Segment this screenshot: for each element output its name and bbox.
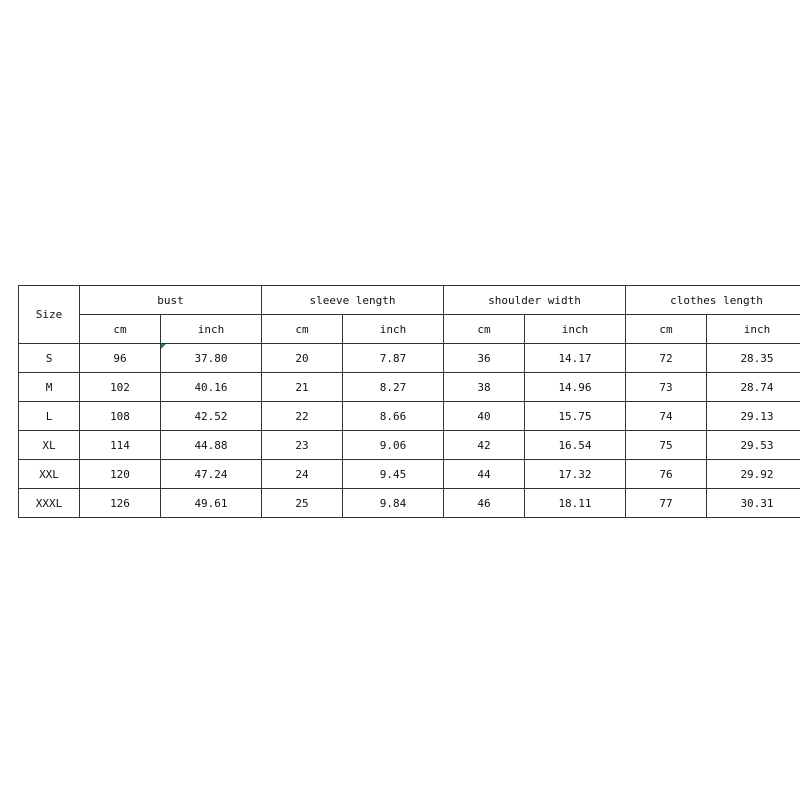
table-cell: 74: [626, 402, 707, 431]
table-cell: 37.80: [161, 344, 262, 373]
table-cell: 18.11: [525, 489, 626, 518]
table-cell: 24: [262, 460, 343, 489]
size-cell: XXL: [19, 460, 80, 489]
unit-header: inch: [707, 315, 800, 344]
table-cell: 36: [444, 344, 525, 373]
size-cell: L: [19, 402, 80, 431]
table-cell: 25: [262, 489, 343, 518]
table-cell: 29.13: [707, 402, 800, 431]
table-row: [19, 460, 800, 489]
table-cell: 28.74: [707, 373, 800, 402]
table-cell: 9.45: [343, 460, 444, 489]
group-header-shoulder-width: shoulder width: [444, 286, 626, 315]
size-cell: XL: [19, 431, 80, 460]
table-cell: 28.35: [707, 344, 800, 373]
table-cell: 108: [80, 402, 161, 431]
table-cell: 120: [80, 460, 161, 489]
size-cell: S: [19, 344, 80, 373]
size-chart-table: [18, 285, 800, 518]
table-cell: 21: [262, 373, 343, 402]
table-cell: 20: [262, 344, 343, 373]
table-cell: 75: [626, 431, 707, 460]
table-cell: 38: [444, 373, 525, 402]
unit-header: cm: [444, 315, 525, 344]
header-unit-row: [19, 315, 800, 344]
table-cell: 76: [626, 460, 707, 489]
unit-header: inch: [161, 315, 262, 344]
table-cell: 8.66: [343, 402, 444, 431]
table-cell: 14.17: [525, 344, 626, 373]
table-cell: 44: [444, 460, 525, 489]
size-header: Size: [19, 286, 80, 344]
table-cell: 16.54: [525, 431, 626, 460]
table-cell: 15.75: [525, 402, 626, 431]
table-cell: 47.24: [161, 460, 262, 489]
table-cell: 22: [262, 402, 343, 431]
table-cell: 46: [444, 489, 525, 518]
group-header-clothes-length: clothes length: [626, 286, 800, 315]
table-cell: 73: [626, 373, 707, 402]
table-cell: 42.52: [161, 402, 262, 431]
table-cell: 44.88: [161, 431, 262, 460]
table-row: [19, 402, 800, 431]
group-header-bust: bust: [80, 286, 262, 315]
table-row: [19, 489, 800, 518]
table-cell: 40: [444, 402, 525, 431]
table-cell: 102: [80, 373, 161, 402]
table-cell: 8.27: [343, 373, 444, 402]
table-cell: 114: [80, 431, 161, 460]
header-group-row: [19, 286, 800, 315]
table-cell: 29.92: [707, 460, 800, 489]
table-cell: 96: [80, 344, 161, 373]
table-cell: 42: [444, 431, 525, 460]
table-cell: 126: [80, 489, 161, 518]
size-cell: XXXL: [19, 489, 80, 518]
table-cell: 9.06: [343, 431, 444, 460]
unit-header: cm: [80, 315, 161, 344]
unit-header: inch: [343, 315, 444, 344]
group-header-sleeve-length: sleeve length: [262, 286, 444, 315]
table-cell: 30.31: [707, 489, 800, 518]
unit-header: cm: [626, 315, 707, 344]
table-cell: 72: [626, 344, 707, 373]
table-row: [19, 431, 800, 460]
unit-header: inch: [525, 315, 626, 344]
table-row: [19, 373, 800, 402]
unit-header: cm: [262, 315, 343, 344]
table-cell: 14.96: [525, 373, 626, 402]
table-cell: 9.84: [343, 489, 444, 518]
table-cell: 17.32: [525, 460, 626, 489]
table-row: [19, 344, 800, 373]
size-cell: M: [19, 373, 80, 402]
table-cell: 7.87: [343, 344, 444, 373]
table-cell: 49.61: [161, 489, 262, 518]
table-cell: 77: [626, 489, 707, 518]
table-cell: 23: [262, 431, 343, 460]
table-cell: 29.53: [707, 431, 800, 460]
table-cell: 40.16: [161, 373, 262, 402]
